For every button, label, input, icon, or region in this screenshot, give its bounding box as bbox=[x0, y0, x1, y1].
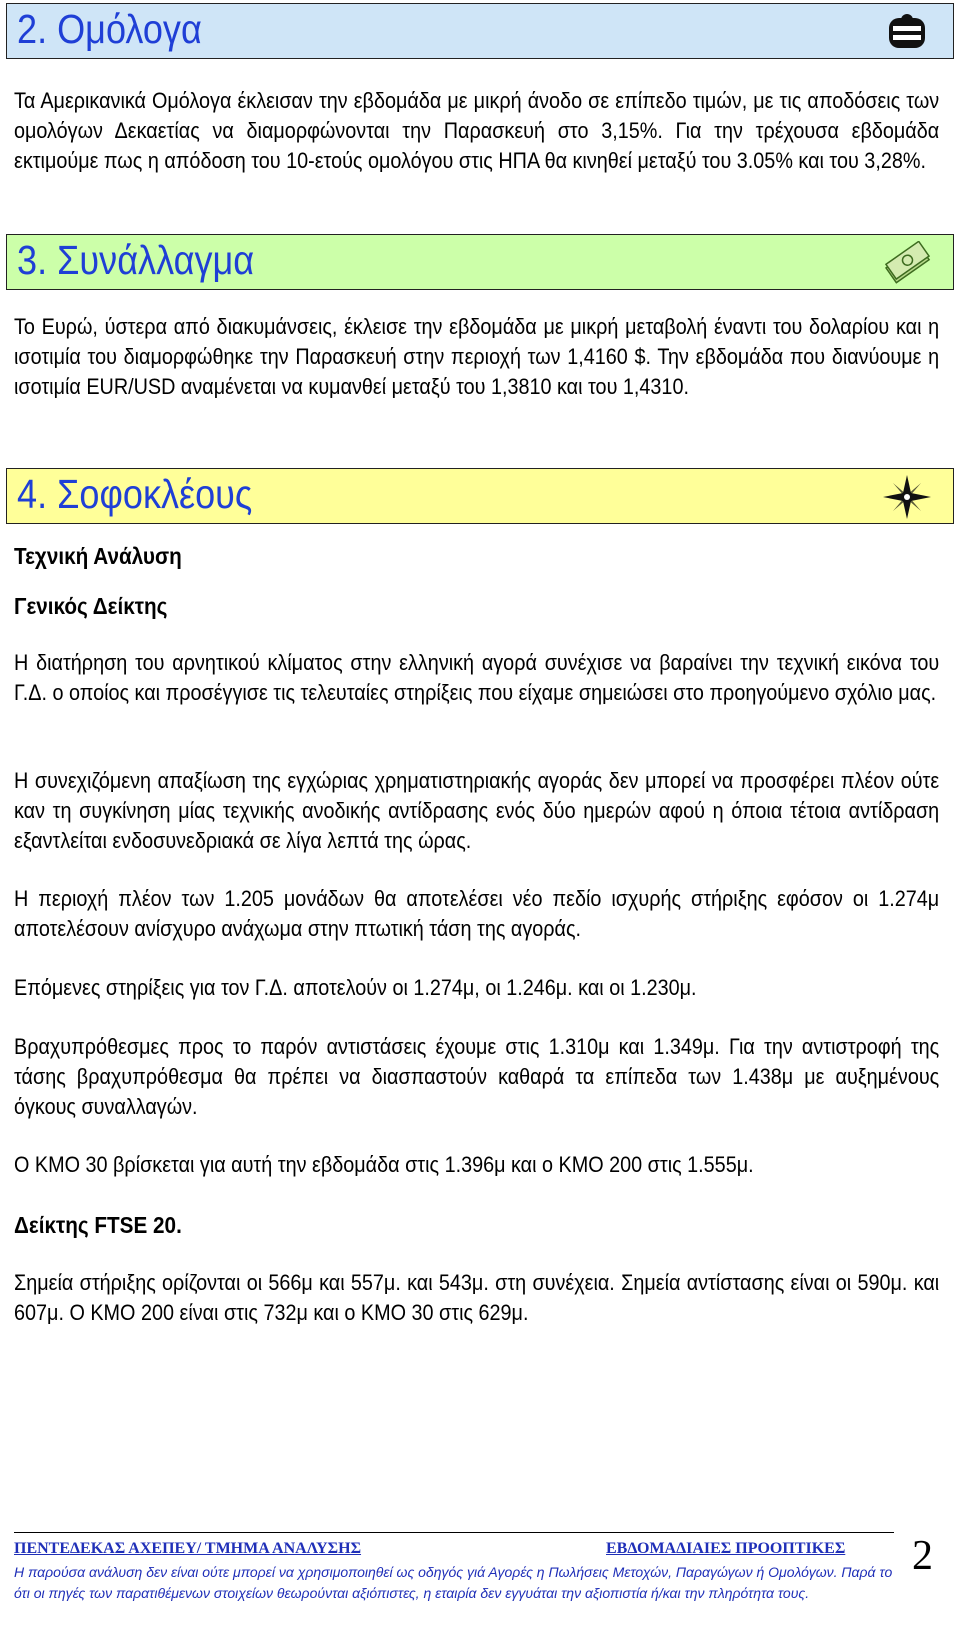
sofokleous-paragraph-1: Η διατήρηση του αρνητικού κλίματος στην ελληνική αγορά συνέχισε να βαραίνει την τεχνική εικόνα του Γ.Δ. ο οποίος και προσέγγισε τις τελευταίες στηρίξεις που είχαμε σημειώσει στο προηγούμενο σχόλιο μας. bbox=[14, 650, 940, 705]
bond-certificate-icon bbox=[883, 10, 931, 54]
heading-general-index: Γενικός Δείκτης bbox=[14, 593, 168, 619]
section-header-sofokleous bbox=[6, 468, 954, 524]
footer-divider bbox=[14, 1532, 894, 1533]
section-header-fx bbox=[6, 234, 954, 290]
sofokleous-paragraph-5: Βραχυπρόθεσμες προς το παρόν αντιστάσεις έχουμε στις 1.310μ και 1.349μ. Για την αντιστροφή της τάσης βραχυπρόθεσμα θα πρέπει να διασπαστούν καθαρά τα επίπεδα των 1.438μ με αυξημένους όγκους συναλλαγών. bbox=[14, 1034, 940, 1119]
section-title: 2. Ομόλογα bbox=[17, 6, 202, 52]
footer-disclaimer: Η παρούσα ανάλυση δεν είναι ούτε μπορεί να χρησιμοποιηθεί ως οδηγός γιά Αγορές η Πωλήσεις Μετοχών, Παραγώγων ή Ομολόγων. Παρά το ότι οι πηγές των παρατιθέμενων στοιχείων θεωρούνται αξιόπιστες, η εταιρία δεν εγγυάται την αξιοπιστία ή/και την πληρότητα τους. bbox=[14, 1564, 893, 1601]
heading-ftse-20: Δείκτης FTSE 20. bbox=[14, 1212, 182, 1238]
sofokleous-paragraph-2: Η συνεχιζόμενη απαξίωση της εγχώριας χρηματιστηριακής αγοράς δεν μπορεί να προσφέρει πλέον ούτε καν τη συγκίνηση μίας τεχνικής ανοδικής αντίδρασης ενός δύο ημερών αφού η όποια τέτοια αντίδραση εξαντλείται ενδοσυνεδριακά σε λίγα λεπτά της ώρας. bbox=[14, 768, 940, 853]
compass-star-icon bbox=[883, 475, 931, 519]
sofokleous-paragraph-7: Σημεία στήριξης ορίζονται οι 566μ και 557μ. και 543μ. στη συνέχεια. Σημεία αντίστασης είναι οι 590μ. και 607μ. Ο ΚΜΟ 200 είναι στις 732μ και ο ΚΜΟ 30 στις 629μ. bbox=[14, 1270, 940, 1325]
page-number: 2 bbox=[912, 1533, 933, 1579]
money-stack-icon bbox=[883, 241, 931, 285]
bonds-paragraph: Τα Αμερικανικά Ομόλογα έκλεισαν την εβδομάδα με μικρή άνοδο σε επίπεδο τιμών, με τις αποδόσεις των ομολόγων Δεκαετίας να διαμορφώνονται την Παρασκευή στο 3,15%. Για την τρέχουσα εβδομάδα εκτιμούμε πως η απόδοση του 10-ετούς ομολόγου στις ΗΠΑ θα κινηθεί μεταξύ του 3.05% και του 3,28%. bbox=[14, 88, 940, 173]
sofokleous-paragraph-3: Η περιοχή πλέον των 1.205 μονάδων θα αποτελέσει νέο πεδίο ισχυρής στήριξης εφόσον οι 1.274μ αποτελέσουν ανίσχυρο ανάχωμα στην πτωτική τάση της αγοράς. bbox=[14, 886, 940, 941]
sofokleous-paragraph-6: Ο ΚΜΟ 30 βρίσκεται για αυτή την εβδομάδα στις 1.396μ και ο ΚΜΟ 200 στις 1.555μ. bbox=[14, 1152, 754, 1177]
sofokleous-paragraph-4: Επόμενες στηρίξεις για τον Γ.Δ. αποτελούν οι 1.274μ, οι 1.246μ. και οι 1.230μ. bbox=[14, 975, 697, 1000]
heading-technical-analysis: Τεχνική Ανάλυση bbox=[14, 543, 182, 569]
fx-paragraph: Το Ευρώ, ύστερα από διακυμάνσεις, έκλεισε την εβδομάδα με μικρή μεταβολή έναντι του δολαρίου και η ισοτιμία του διαμορφώθηκε την Παρασκευή στην περιοχή των 1,4160 $. Την εβδομάδα που διανύουμε η ισοτιμία EUR/USD αναμένεται να κυμανθεί μεταξύ του 1,3810 και του 1,4310. bbox=[14, 314, 940, 399]
footer-company: ΠΕΝΤΕΔΕΚΑΣ ΑΧΕΠΕΥ/ ΤΜΗΜΑ ΑΝΑΛΥΣΗΣ bbox=[14, 1540, 362, 1557]
footer-publication: ΕΒΔΟΜΑΔΙΑΙΕΣ ΠΡΟΟΠΤΙΚΕΣ bbox=[606, 1540, 846, 1557]
section-title: 4. Σοφοκλέους bbox=[17, 471, 253, 517]
section-header-bonds bbox=[6, 3, 954, 59]
section-title: 3. Συνάλλαγμα bbox=[17, 237, 255, 283]
